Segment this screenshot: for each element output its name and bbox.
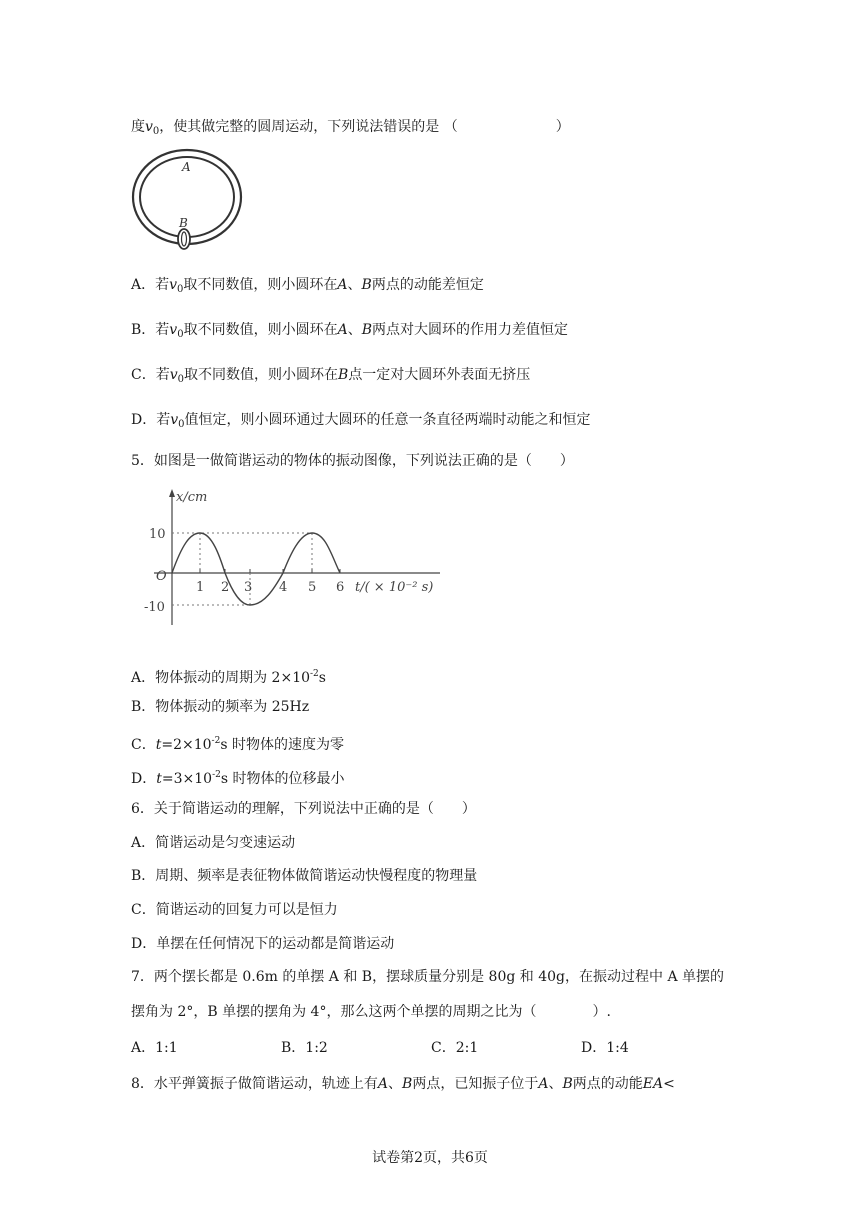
option-text: B．若	[131, 322, 170, 338]
option-text: 取不同数值，则小圆环在	[183, 322, 338, 338]
ring-figure	[130, 147, 245, 259]
option-text: D．若	[131, 412, 171, 428]
label-b: B	[179, 216, 188, 230]
q8-text: 两点，已知振子位于	[412, 1076, 539, 1092]
q8-ea: EA	[642, 1076, 664, 1092]
q6-option-a: A．简谐运动是匀变速运动	[131, 835, 296, 851]
option-text: 、	[347, 322, 362, 338]
q4-stem-part: ，使其做完整的圆周运动，下列说法错误的是 （ ）	[159, 119, 570, 135]
q4-option-c	[131, 365, 530, 390]
option-sup: -2	[310, 669, 319, 679]
option-text: s 时物体的速度为零	[220, 737, 344, 753]
q8-text: 两点的动能	[572, 1076, 643, 1092]
q8-text: 、	[548, 1076, 563, 1092]
q8-point: B	[402, 1076, 413, 1092]
option-point: B	[361, 322, 373, 338]
origin-label: O	[156, 569, 167, 584]
option-text: A．若	[131, 277, 170, 293]
q7-option-b: B．1:2	[281, 1040, 328, 1056]
option-sup: -2	[212, 770, 221, 780]
q4-stem-part: 度	[131, 119, 145, 135]
option-text: 值恒定，则小圆环通过大圆环的任意一条直径两端时动能之和恒定	[184, 412, 591, 428]
option-t: t	[156, 771, 162, 787]
q8-text: 8．水平弹簧振子做简谐运动，轨迹上有	[131, 1076, 378, 1092]
option-text: 两点的动能差恒定	[371, 277, 484, 293]
q6-option-d: D．单摆在任何情况下的运动都是简谐运动	[131, 936, 395, 952]
q6-option-c: C．简谐运动的回复力可以是恒力	[131, 902, 338, 918]
option-v-sub: 0	[177, 284, 184, 295]
q5-option-a	[131, 664, 326, 688]
option-text: 取不同数值，则小圆环在	[183, 277, 338, 293]
x-tick-label: 5	[308, 580, 317, 595]
q5-option-c	[131, 731, 344, 755]
option-point: A	[337, 277, 348, 293]
option-text: 取不同数值，则小圆环在	[184, 367, 339, 383]
x-tick-label: 1	[196, 580, 205, 595]
q4-stem-v-sub: 0	[152, 126, 160, 137]
option-text: s	[318, 670, 326, 686]
option-v-sub: 0	[177, 329, 184, 340]
q7-option-d: D．1:4	[581, 1040, 629, 1056]
page-footer: 试卷第2页，共6页	[372, 1150, 488, 1166]
q4-option-d	[131, 410, 591, 435]
q6-option-b: B．周期、频率是表征物体做简谐运动快慢程度的物理量	[131, 868, 478, 884]
option-point: A	[337, 322, 348, 338]
q6-stem: 6．关于简谐运动的理解，下列说法中正确的是（ ）	[131, 801, 476, 817]
option-v-sub: 0	[177, 374, 185, 385]
option-v: v	[169, 367, 178, 383]
option-v: v	[169, 322, 178, 338]
q8-point: B	[562, 1076, 573, 1092]
q8-text: 、	[388, 1076, 403, 1092]
q7-stem-line1: 7．两个摆长都是 0.6m 的单摆 A 和 B，摆球质量分别是 80g 和 40g，在振动过程中 A 单摆的	[131, 969, 725, 985]
option-point: B	[338, 367, 349, 383]
y-axis-arrow	[169, 489, 175, 497]
vibration-graph-svg	[140, 487, 450, 632]
option-text: 两点对大圆环的作用力差值恒定	[372, 322, 569, 338]
vibration-graph	[140, 487, 450, 632]
q4-option-a	[131, 275, 484, 300]
q8-point: A	[377, 1076, 389, 1092]
q8-stem	[131, 1074, 675, 1094]
option-text: A．物体振动的周期为 2×10	[131, 670, 311, 686]
option-text: D．	[131, 771, 157, 787]
y-axis-label: x/cm	[176, 490, 208, 505]
q4-stem-v: v	[145, 119, 153, 135]
option-text: =3×10	[161, 771, 213, 787]
option-point: B	[361, 277, 372, 293]
option-v: v	[170, 412, 179, 428]
x-tick-label: 4	[279, 580, 288, 595]
x-tick-label: 3	[244, 580, 253, 595]
x-tick-label: 2	[221, 580, 230, 595]
label-a: A	[182, 160, 191, 174]
q4-option-b	[131, 320, 568, 345]
x-axis-label: t/( × 10⁻² s)	[355, 580, 434, 595]
option-text: C．	[131, 737, 156, 753]
option-text: C．若	[131, 367, 170, 383]
ring-figure-svg	[130, 147, 245, 259]
q5-option-b: B．物体振动的频率为 25Hz	[131, 699, 310, 715]
option-text: s 时物体的位移最小	[220, 771, 345, 787]
option-v-sub: 0	[178, 419, 185, 430]
option-text: 、	[347, 277, 362, 293]
option-text: 点一定对大圆环外表面无挤压	[348, 367, 531, 383]
q8-point: A	[538, 1076, 549, 1092]
option-sup: -2	[211, 736, 221, 746]
x-tick-label: 6	[336, 580, 345, 595]
q7-option-c: C．2:1	[431, 1040, 479, 1056]
option-v: v	[169, 277, 178, 293]
y-tick-label: -10	[144, 600, 165, 615]
option-t: t	[155, 737, 162, 753]
q7-option-a: A．1:1	[131, 1040, 178, 1056]
q8-text: <	[663, 1076, 675, 1092]
q7-options	[131, 1038, 629, 1058]
option-text: =2×10	[161, 737, 212, 753]
q5-option-d	[131, 765, 344, 789]
q5-stem: 5．如图是一做简谐运动的物体的振动图像，下列说法正确的是（ ）	[131, 453, 574, 469]
y-tick-label: 10	[149, 527, 166, 542]
q7-stem-line2: 摆角为 2°，B 单摆的摆角为 4°，那么这两个单摆的周期之比为（ ）.	[131, 1004, 611, 1020]
q4-stem	[131, 117, 570, 142]
